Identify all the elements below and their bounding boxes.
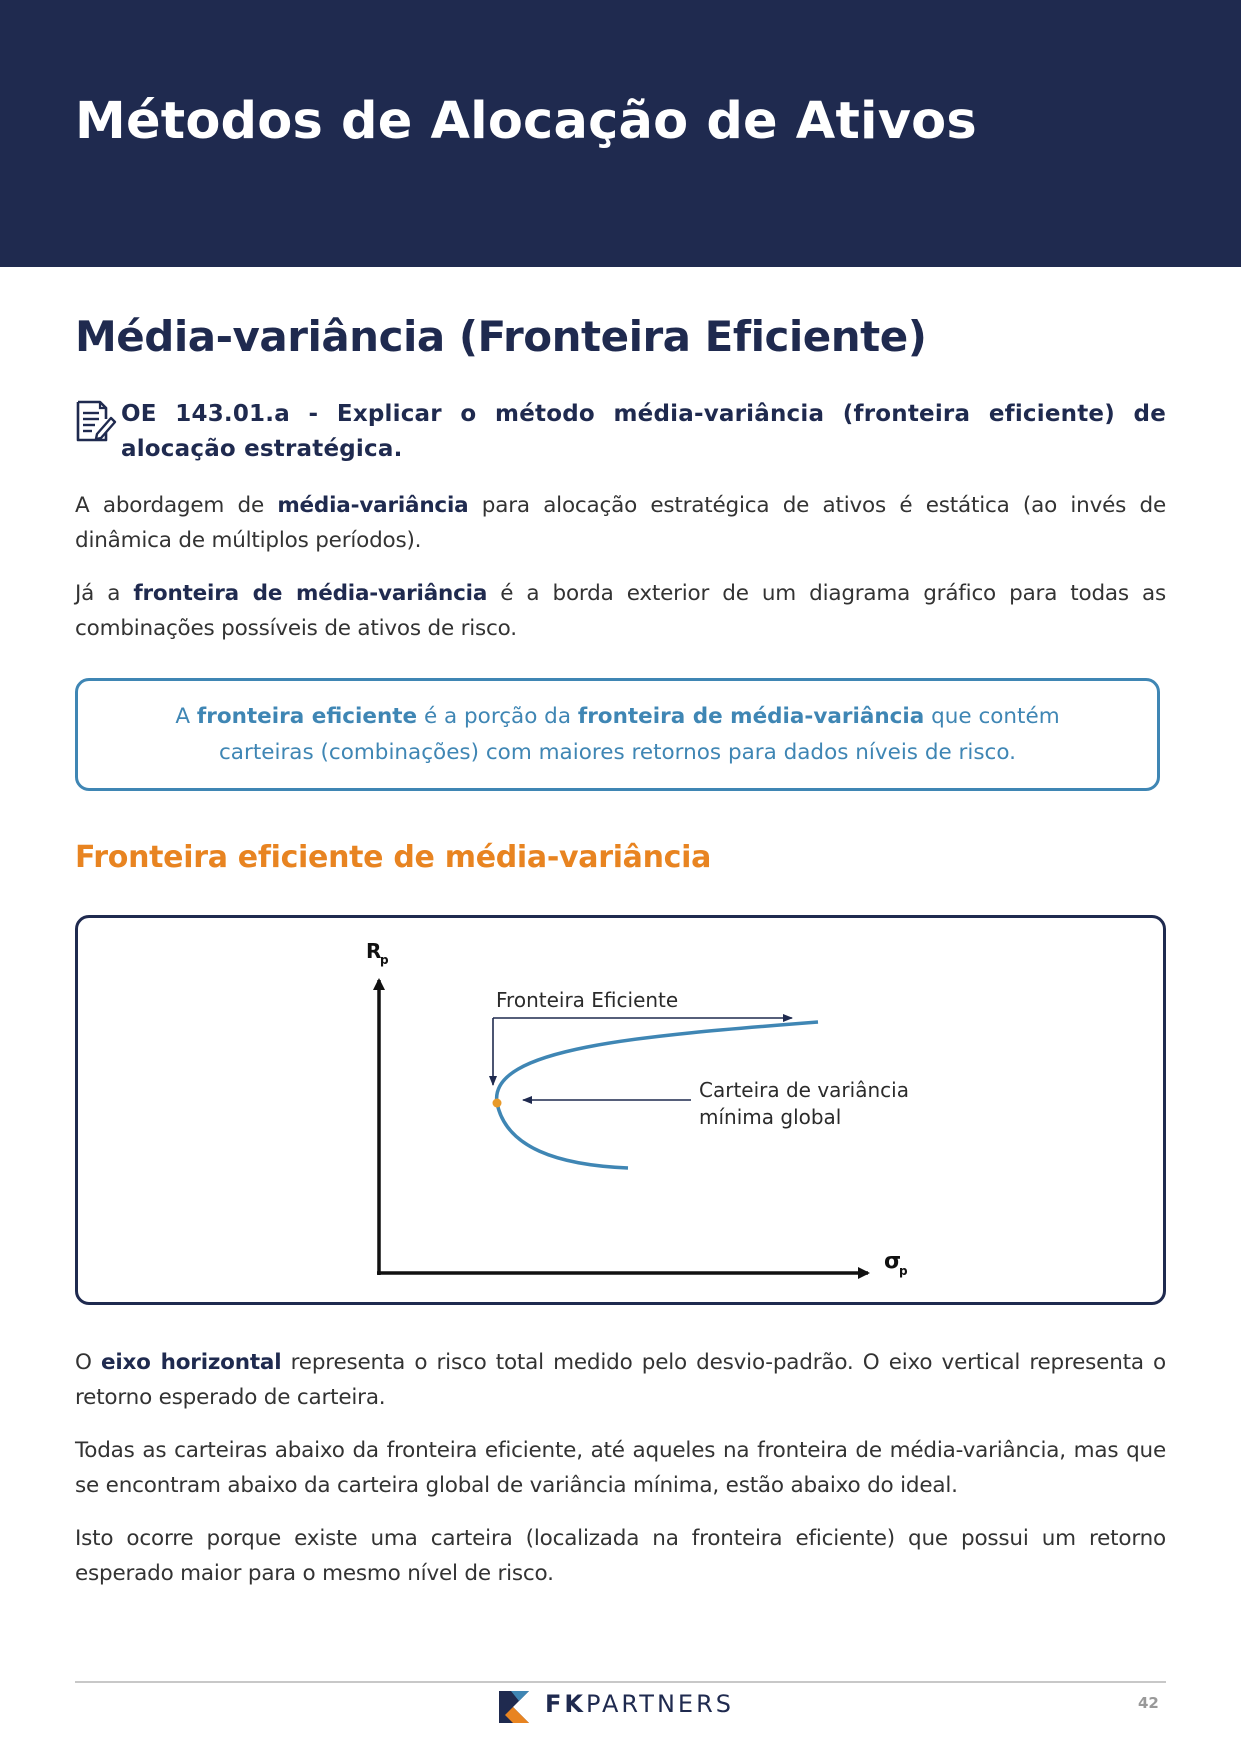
page-header bbox=[0, 0, 1241, 267]
global-min-variance-point bbox=[493, 1099, 502, 1108]
y-axis-label: R bbox=[366, 939, 382, 963]
paragraph-fronteira bbox=[75, 576, 1166, 646]
page-title: Métodos de Alocação de Ativos bbox=[75, 92, 977, 151]
page-number: 42 bbox=[1138, 1694, 1159, 1712]
learning-objective bbox=[73, 397, 1166, 467]
gmv-label-line1: Carteira de variância bbox=[699, 1078, 909, 1102]
text: representa o risco total medido pelo desvio-padrão. O eixo vertical representa o retorno esperado de carteira. bbox=[75, 1350, 1167, 1410]
efficient-frontier-diagram bbox=[75, 915, 1166, 1305]
diagram-canvas bbox=[78, 918, 1169, 1308]
text: Já a bbox=[75, 581, 134, 606]
text: é a borda exterior de um diagrama gráfico para todas as combinações possíveis de ativos de risco. bbox=[75, 581, 1166, 641]
text: é a porção da bbox=[417, 703, 578, 729]
callout-text bbox=[168, 699, 1068, 771]
objective-text: OE 143.01.a - Explicar o método média-variância (fronteira eficiente) de alocação estratégica. bbox=[121, 401, 1166, 462]
x-axis-subscript: p bbox=[899, 1264, 908, 1278]
paragraph-carteiras-abaixo: Todas as carteiras abaixo da fronteira eficiente, até aqueles na fronteira de média-variância, mas que se encontram abaixo da carteira global de variância mínima, estão abaixo do ideal. bbox=[75, 1438, 1166, 1498]
fk-partners-logo-icon bbox=[497, 1687, 537, 1727]
frontier-label: Fronteira Eficiente bbox=[496, 988, 679, 1012]
bold-term: fronteira de média-variância bbox=[577, 703, 925, 729]
paragraph-media-variancia bbox=[75, 488, 1166, 558]
bold-term: média-variância bbox=[277, 493, 469, 518]
bold-term: fronteira de média-variância bbox=[133, 581, 488, 606]
brand-rest: PARTNERS bbox=[586, 1690, 734, 1718]
bold-term: fronteira eficiente bbox=[196, 703, 418, 729]
paragraph-eixos bbox=[75, 1345, 1166, 1415]
footer-brand bbox=[545, 1690, 734, 1718]
x-axis-label: σ bbox=[884, 1249, 902, 1274]
gmv-label-line2: mínima global bbox=[699, 1105, 842, 1129]
section-title: Média-variância (Fronteira Eficiente) bbox=[75, 312, 927, 361]
bold-term: eixo horizontal bbox=[100, 1350, 282, 1375]
text: que contém carteiras (combinações) com maiores retornos para dados níveis de risco. bbox=[218, 703, 1060, 765]
y-axis-subscript: p bbox=[380, 953, 389, 967]
definition-callout bbox=[75, 678, 1160, 791]
text: para alocação estratégica de ativos é estática (ao invés de dinâmica de múltiplos períodos). bbox=[75, 493, 1166, 553]
brand-bold: FK bbox=[545, 1690, 586, 1718]
text: A abordagem de bbox=[75, 493, 278, 518]
document-edit-icon bbox=[73, 399, 117, 443]
paragraph-motivo: Isto ocorre porque existe uma carteira (localizada na fronteira eficiente) que possui um retorno esperado maior para o mesmo nível de risco. bbox=[75, 1526, 1166, 1586]
footer-divider bbox=[75, 1681, 1166, 1683]
chart-title: Fronteira eficiente de média-variância bbox=[75, 840, 712, 875]
text: O bbox=[75, 1350, 101, 1375]
text: A bbox=[175, 703, 197, 729]
